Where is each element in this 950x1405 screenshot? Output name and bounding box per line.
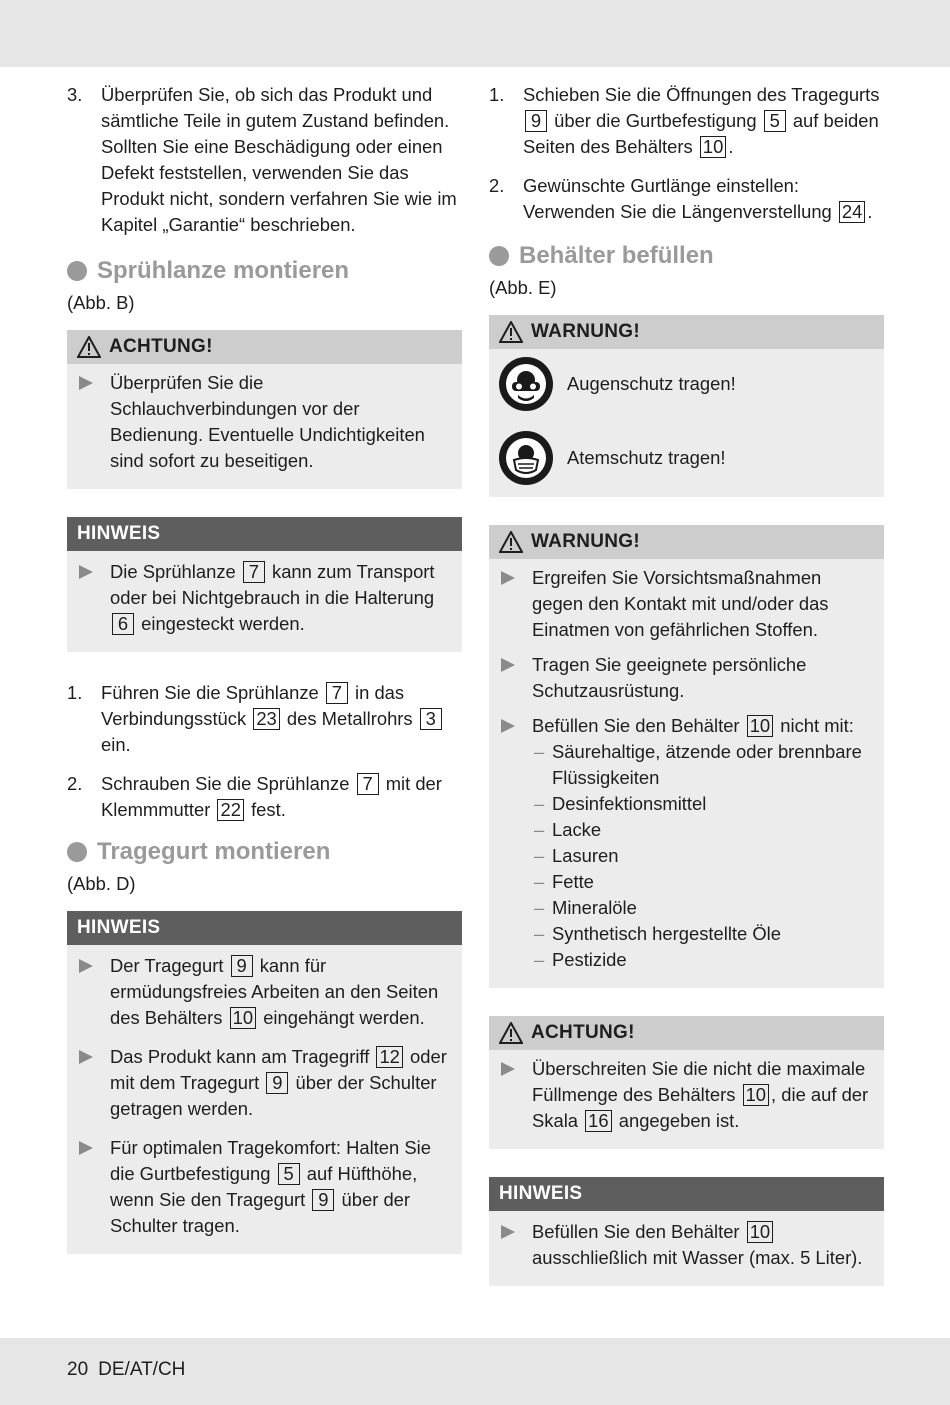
caution-item: Überschreiten Sie die nicht die maximale Füllmenge des Behälters 10 , die auf der Skala 16 angegeben ist. [499, 1056, 874, 1134]
list-item: – Lacke [534, 819, 602, 840]
bullet-dot-icon [67, 842, 87, 862]
arrow-bullet-icon [501, 571, 515, 585]
hint-item: Für optimalen Tragekomfort: Halten Sie die Gurtbefestigung 5 auf Hüfthöhe, wenn Sie den Tragegurt 9 über der Schulter tragen. [77, 1135, 452, 1239]
step-3-text: Überprüfen Sie, ob sich das Produkt und sämtliche Teile in gutem Zustand befinden. Sollten Sie eine Beschädigung oder einen Defekt feststellen, verwenden Sie das Produkt nicht, sondern verfahren Sie wie im Kapitel „Garantie“ beschrieben. [101, 84, 457, 235]
hint-item: Befüllen Sie den Behälter 10 ausschließlich mit Wasser (max. 5 Liter). [499, 1219, 874, 1271]
arrow-bullet-icon [501, 1225, 515, 1239]
part-ref: 5 [764, 110, 786, 132]
warning-box-substances [489, 525, 884, 988]
part-ref: 9 [312, 1189, 334, 1211]
part-ref: 7 [243, 561, 265, 583]
warning-item: Ergreifen Sie Vorsichtsmaßnahmen gegen den Kontakt mit und/oder das Einatmen von gefährlichen Stoffen. [499, 565, 874, 643]
top-bar [0, 0, 950, 67]
part-ref: 7 [326, 682, 348, 704]
warning-header: WARNUNG! [489, 525, 884, 559]
step-3: 3. Überprüfen Sie, ob sich das Produkt und sämtliche Teile in gutem Zustand befinden. Sollten Sie eine Beschädigung oder einen Defekt feststellen, verwenden Sie das Produkt nicht, sondern verfahren Sie wie im Kapitel „Garantie“ beschrieben. [67, 84, 457, 235]
list-item: – Säurehaltige, ätzende oder brennbare Flüssigkeiten [534, 741, 862, 788]
eye-protection-icon [499, 357, 553, 411]
list-item: – Synthetisch hergestellte Öle [534, 923, 781, 944]
part-ref: 6 [112, 613, 134, 635]
section-heading-strap: Tragegurt montieren [67, 837, 462, 867]
list-item: – Pestizide [534, 949, 627, 970]
bullet-dot-icon [489, 246, 509, 266]
step-2: 2. Schrauben Sie die Sprühlanze 7 mit der Klemmmutter 22 fest. [67, 773, 442, 820]
part-ref: 16 [585, 1110, 611, 1132]
part-ref: 22 [217, 799, 243, 821]
warning-triangle-icon [499, 531, 523, 553]
arrow-bullet-icon [79, 1050, 93, 1064]
part-ref: 10 [230, 1007, 256, 1029]
caution-box [67, 330, 462, 489]
part-ref: 9 [525, 110, 547, 132]
part-ref: 10 [700, 136, 726, 158]
warning-triangle-icon [499, 1022, 523, 1044]
arrow-bullet-icon [501, 719, 515, 733]
caution-item: Überprüfen Sie die Schlauchverbindungen vor der Bedienung. Eventuelle Undichtigkeiten sind sofort zu beseitigen. [77, 370, 452, 474]
hint-box [67, 517, 462, 652]
part-ref: 23 [253, 708, 279, 730]
ppe-row: Atemschutz tragen! [489, 417, 884, 491]
warning-item: Befüllen Sie den Behälter 10 nicht mit: – Säurehaltige, ätzende oder brennbare Flüssigkeiten – Desinfektionsmittel – Lacke – Lasuren – Fette – Mineralöle – Synthetisch hergestellte Öle – Pestizide [499, 713, 874, 973]
hint-item: Das Produkt kann am Tragegriff 12 oder mit dem Tragegurt 9 über der Schulter getragen werden. [77, 1044, 452, 1122]
respiratory-protection-icon [499, 431, 553, 485]
section-heading-spray-lance: Sprühlanze montieren [67, 256, 462, 286]
warning-header: WARNUNG! [489, 315, 884, 349]
step-1: 1. Schieben Sie die Öffnungen des Tragegurts 9 über die Gurtbefestigung 5 auf beiden Seiten des Behälters 10 . [489, 84, 880, 157]
arrow-bullet-icon [79, 565, 93, 579]
bullet-dot-icon [67, 261, 87, 281]
step-1: 1. Führen Sie die Sprühlanze 7 in das Verbindungsstück 23 des Metallrohrs 3 ein. [67, 680, 462, 758]
step-2: 2. Gewünschte Gurtlänge einstellen: Verwenden Sie die Längenverstellung 24 . [489, 175, 873, 222]
figure-ref: (Abb. E) [489, 277, 557, 298]
intro-steps [67, 82, 462, 238]
list-item: – Mineralöle [534, 897, 637, 918]
figure-ref: (Abb. B) [67, 292, 135, 313]
warning-triangle-icon [499, 321, 523, 343]
warning-triangle-icon [77, 336, 101, 358]
part-ref: 5 [278, 1163, 300, 1185]
part-ref: 12 [376, 1046, 402, 1068]
arrow-bullet-icon [501, 658, 515, 672]
list-item: – Lasuren [534, 845, 619, 866]
section-heading-fill-container: Behälter befüllen [489, 241, 884, 271]
part-ref: 10 [747, 1221, 773, 1243]
arrow-bullet-icon [501, 1062, 515, 1076]
page-number: 20 [67, 1359, 89, 1380]
hint-header: HINWEIS [67, 911, 462, 945]
hint-item: Der Tragegurt 9 kann für ermüdungsfreies Arbeiten an den Seiten des Behälters 10 eingehängt werden. [77, 953, 452, 1031]
figure-ref: (Abb. D) [67, 873, 136, 894]
hint-box [67, 911, 462, 1254]
hint-box [489, 1177, 884, 1286]
part-ref: 7 [357, 773, 379, 795]
hint-header: HINWEIS [489, 1177, 884, 1211]
part-ref: 3 [420, 708, 442, 730]
hint-header: HINWEIS [67, 517, 462, 551]
list-item: – Fette [534, 871, 594, 892]
spray-lance-steps [67, 680, 462, 823]
caution-box [489, 1016, 884, 1149]
arrow-bullet-icon [79, 1141, 93, 1155]
warning-item: Tragen Sie geeignete persönliche Schutzausrüstung. [499, 652, 874, 704]
arrow-bullet-icon [79, 959, 93, 973]
caution-header: ACHTUNG! [67, 330, 462, 364]
locale-label: DE/AT/CH [98, 1359, 186, 1380]
ppe-row: Augenschutz tragen! [489, 349, 884, 417]
prohibited-substances-list [532, 739, 874, 973]
arrow-bullet-icon [79, 376, 93, 390]
part-ref: 10 [743, 1084, 769, 1106]
warning-box-ppe [489, 315, 884, 497]
part-ref: 10 [747, 715, 773, 737]
part-ref: 9 [266, 1072, 288, 1094]
caution-header: ACHTUNG! [489, 1016, 884, 1050]
part-ref: 9 [231, 955, 253, 977]
strap-steps [489, 82, 884, 225]
page-footer [67, 1359, 195, 1381]
left-column [67, 82, 462, 1282]
list-item: – Desinfektionsmittel [534, 793, 707, 814]
hint-item: Die Sprühlanze 7 kann zum Transport oder bei Nichtgebrauch in die Halterung 6 eingesteckt werden. [77, 559, 452, 637]
part-ref: 24 [839, 201, 865, 223]
right-column [489, 82, 884, 1314]
